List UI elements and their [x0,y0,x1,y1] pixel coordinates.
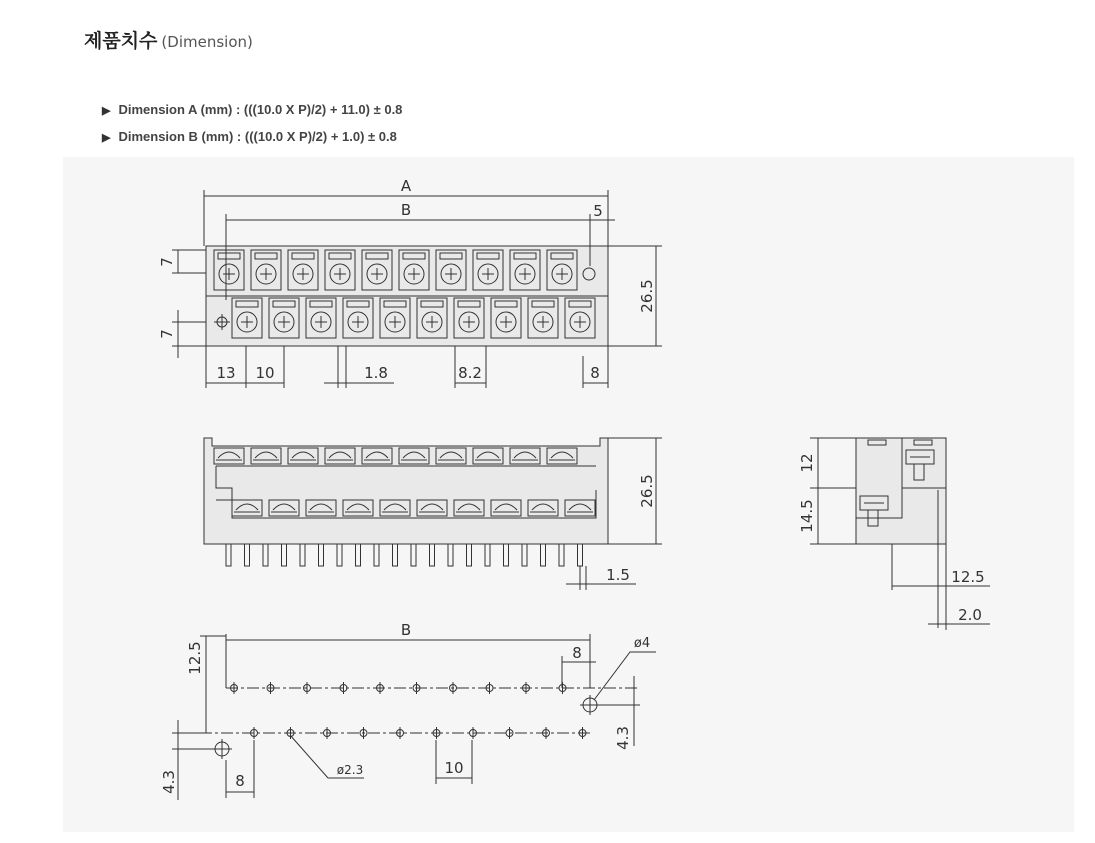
pin [356,544,361,566]
pcb-phi4-label: ø4 [633,636,651,651]
dim-10-label: 10 [255,364,275,382]
pcb-dim-12-5-label: 12.5 [186,641,204,675]
title-english: (Dimension) [161,33,253,51]
dim-a-label: A [400,177,412,195]
pin [374,544,379,566]
dim-top-height-label: 26.5 [638,279,656,313]
dim-8-label: 8 [590,364,600,382]
pin [559,544,564,566]
side-view-body [856,438,946,544]
play-arrow-icon: ▶ [102,105,111,117]
pin [245,544,250,566]
pcb-dim-4-3-right-label: 4.3 [614,726,632,750]
pcb-mount-hole-left [212,739,232,759]
pcb-mount-hole-right [580,695,600,715]
dim-5-label: 5 [593,202,603,220]
pin [319,544,324,566]
dim-side-top-label: 12 [798,453,816,473]
top-view [158,177,662,388]
pin [448,544,453,566]
dimension-drawing [63,157,1074,832]
dimension-drawing-panel [63,157,1074,832]
pin [485,544,490,566]
front-view [204,438,662,590]
page-title [84,26,253,53]
pin [393,544,398,566]
pin [263,544,268,566]
pin [337,544,342,566]
title-korean: 제품치수 [84,30,158,52]
pin [411,544,416,566]
dimension-a-text: Dimension A (mm) : (((10.0 X P)/2) + 11.0) ± 0.8 [118,102,403,117]
dim-7-bottom-label: 7 [158,329,176,339]
pin [430,544,435,566]
dim-pin-label: 1.5 [606,566,630,584]
pcb-phi2-3-label: ø2.3 [336,763,364,777]
pin [578,544,583,566]
pin [226,544,231,566]
play-arrow-icon: ▶ [102,132,111,144]
pcb-dim-8-right-label: 8 [572,644,582,662]
pcb-dim-b-label: B [400,621,412,639]
front-pins [226,544,583,566]
pin [300,544,305,566]
dimension-a-spec [102,102,402,117]
dim-7-top-label: 7 [158,257,176,267]
dim-b-label: B [400,201,412,219]
pin [522,544,527,566]
side-view [798,438,990,630]
dim-side-bottom-label: 14.5 [798,499,816,533]
dimension-b-text: Dimension B (mm) : (((10.0 X P)/2) + 1.0) ± 0.8 [118,129,397,144]
pcb-dim-10-label: 10 [444,759,464,777]
dim-side-w1-label: 12.5 [951,568,985,586]
dim-side-w2-label: 2.0 [958,606,982,624]
pin [504,544,509,566]
dimension-b-spec [102,129,397,144]
dim-1-8-label: 1.8 [364,364,388,382]
dim-13-label: 13 [216,364,236,382]
pcb-dim-8-left-label: 8 [235,772,245,790]
pcb-hole-view [160,621,656,800]
pin [282,544,287,566]
pin [541,544,546,566]
dim-front-height-label: 26.5 [638,474,656,508]
pcb-dim-4-3-left-label: 4.3 [160,770,178,794]
pin [467,544,472,566]
dim-8-2-label: 8.2 [458,364,482,382]
